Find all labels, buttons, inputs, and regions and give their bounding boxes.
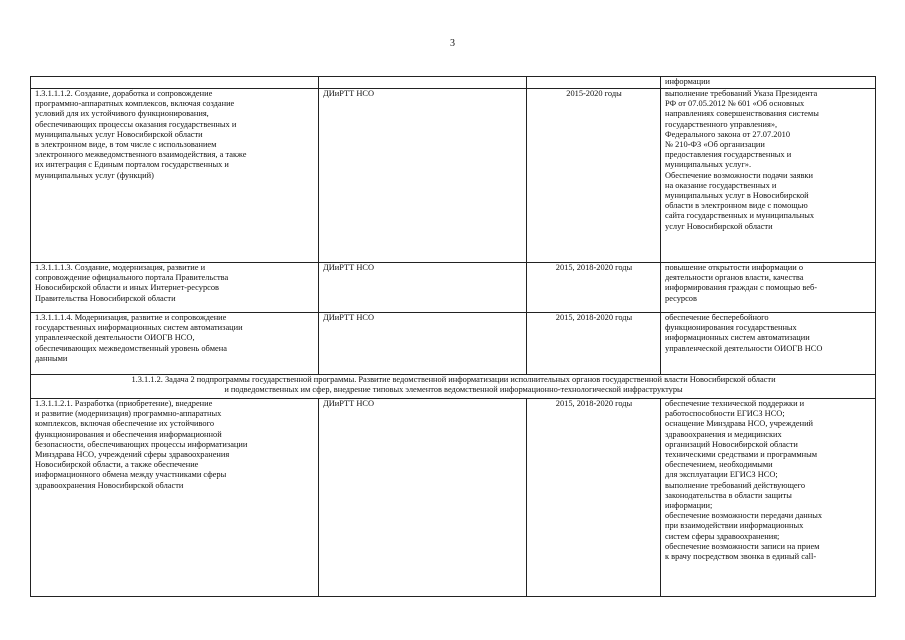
result-cell: информации	[661, 77, 876, 89]
activity-description: 1.3.1.1.2.1. Разработка (приобретение), внедрение и развитие (модернизация) программно-аппаратных комплексов, включая обеспечение их устойчивого функционирования и обеспечения информационной безопасности, обеспечивающих процессы информатизации Минздрава НСО, учреждений сферы здравоохранения Новосибирской области, а также обеспечение информационного обмена между участниками сферы здравоохранения Новосибирской области	[31, 399, 319, 597]
table-row	[31, 313, 876, 375]
activity-description: 1.3.1.1.1.3. Создание, модернизация, развитие и сопровождение официального портала Правительства Новосибирской области и иных Интернет-ресурсов Правительства Новосибирской области	[31, 263, 319, 313]
period-cell: 2015, 2018-2020 годы	[527, 313, 661, 375]
executor-cell: ДИиРТТ НСО	[319, 263, 527, 313]
period-cell: 2015, 2018-2020 годы	[527, 263, 661, 313]
activity-description: 1.3.1.1.1.2. Создание, доработка и сопровождение программно-аппаратных комплексов, включая создание условий для их устойчивого функционирования, обеспечивающих процессы оказания государственных и муниципальных услуг Новосибирской области в электронном виде, в том числе с использованием электронного межведомственного взаимодействия, а также их интеграция с Единым порталом государственных и муниципальных услуг (функций)	[31, 89, 319, 263]
executor-cell: ДИиРТТ НСО	[319, 399, 527, 597]
activity-description: 1.3.1.1.1.4. Модернизация, развитие и сопровождение государственных информационных систем автоматизации управленческой деятельности ОИОГВ НСО, обеспечивающих межведомственный уровень обмена данными	[31, 313, 319, 375]
page-number: 3	[450, 38, 455, 49]
task-heading-cell	[31, 375, 876, 399]
activities-table	[30, 76, 876, 597]
result-cell: обеспечение бесперебойного функционирования государственных информационных систем автоматизации управленческой деятельности ОИОГВ НСО	[661, 313, 876, 375]
result-cell: повышение открытости информации о деятельности органов власти, качества информирования граждан с помощью веб- ресурсов	[661, 263, 876, 313]
table-row	[31, 399, 876, 597]
period-cell: 2015, 2018-2020 годы	[527, 399, 661, 597]
task-heading-line: 1.3.1.1.2. Задача 2 подпрограммы государственной программы. Развитие ведомственной информатизации исполнительных органов государственной власти Новосибирской области	[131, 375, 776, 384]
task-row	[31, 375, 876, 399]
table-row	[31, 77, 876, 89]
period-cell: 2015-2020 годы	[527, 89, 661, 263]
table-cell	[319, 77, 527, 89]
task-heading-line: и подведомственных им сфер, внедрение типовых элементов ведомственной информационно-технологической инфраструктуры	[224, 385, 683, 395]
table-cell	[31, 77, 319, 89]
table-row	[31, 89, 876, 263]
table-cell	[527, 77, 661, 89]
result-cell: обеспечение технической поддержки и работоспособности ЕГИСЗ НСО; оснащение Минздрава НСО, учреждений здравоохранения и медицинских организаций Новосибирской области техническими средствами и программным обеспечением, необходимыми для эксплуатации ЕГИСЗ НСО; выполнение требований действующего законодательства в области защиты информации; обеспечение возможности передачи данных при взаимодействии информационных систем сферы здравоохранения; обеспечение возможности записи на прием к врачу посредством звонка в единый call-	[661, 399, 876, 597]
executor-cell: ДИиРТТ НСО	[319, 89, 527, 263]
table-row	[31, 263, 876, 313]
executor-cell: ДИиРТТ НСО	[319, 313, 527, 375]
result-cell: выполнение требований Указа Президента РФ от 07.05.2012 № 601 «Об основных направлениях совершенствования системы государственного управления», Федерального закона от 27.07.2010 № 210-ФЗ «Об организации предоставления государственных и муниципальных услуг». Обеспечение возможности подачи заявки на оказание государственных и муниципальных услуг в Новосибирской области в электронном виде с помощью сайта государственных и муниципальных услуг Новосибирской области	[661, 89, 876, 263]
